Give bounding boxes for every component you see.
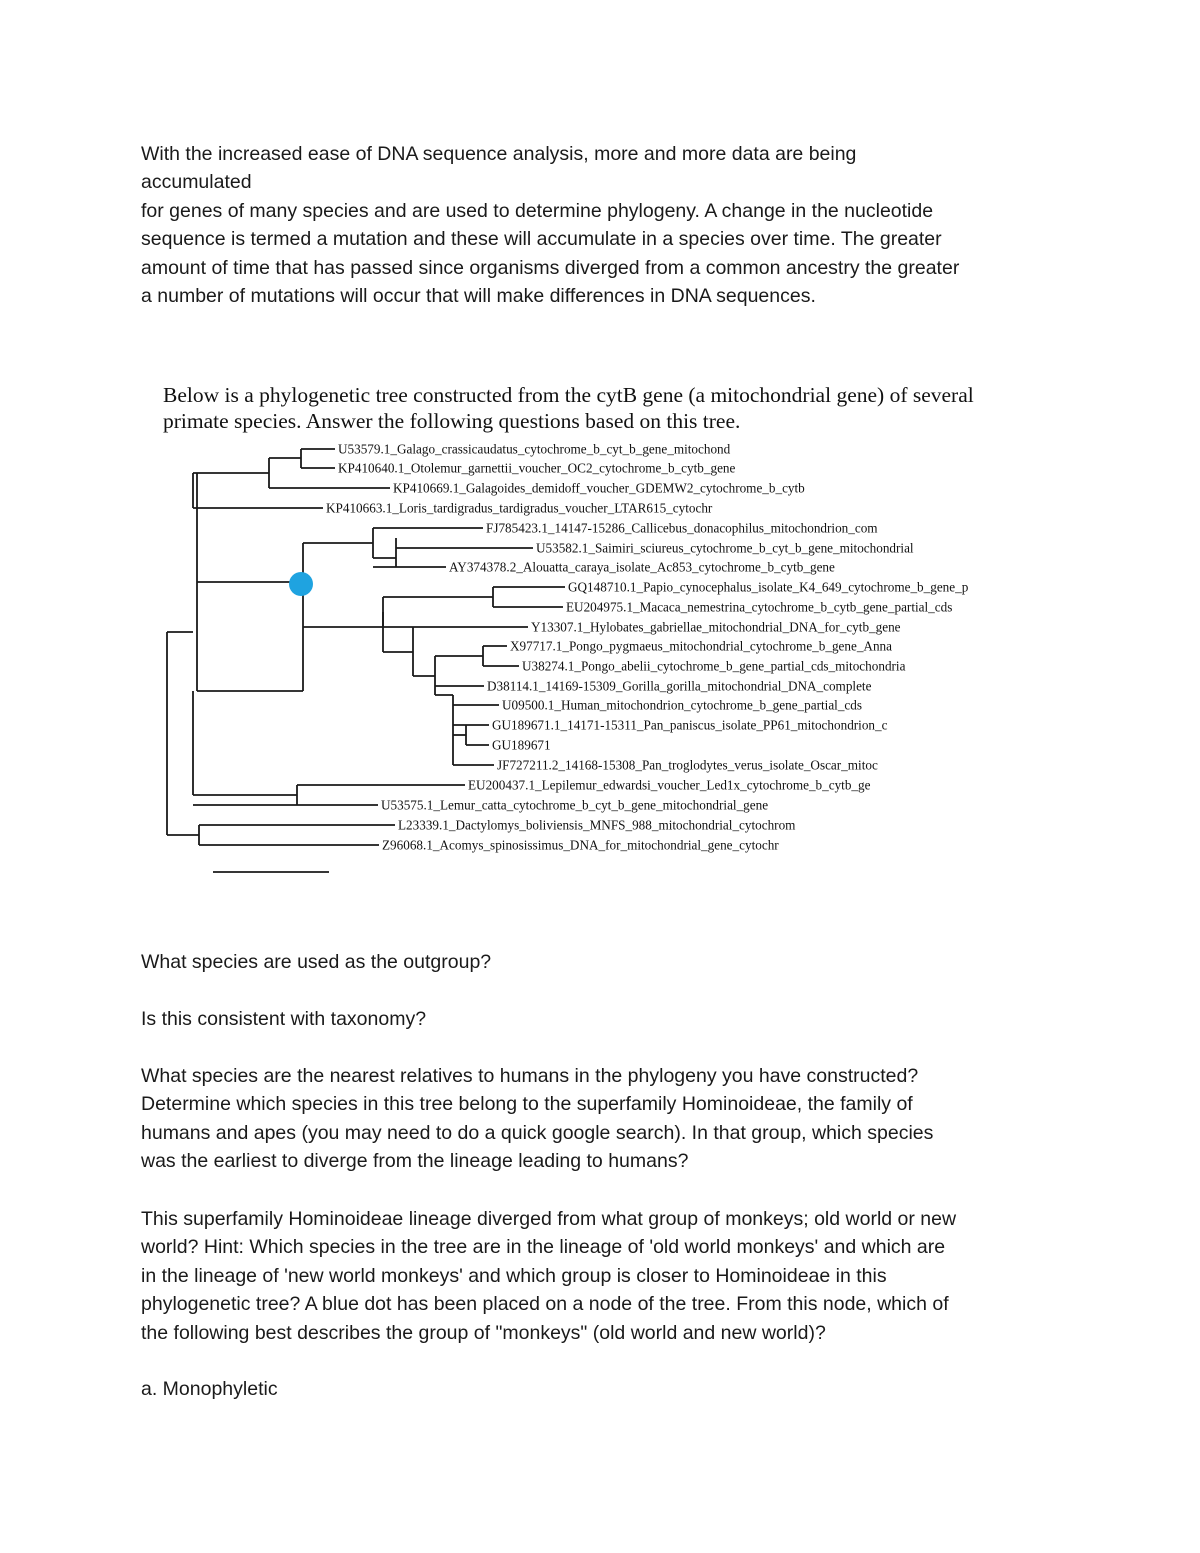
leaf-label: U53579.1_Galago_crassicaudatus_cytochrome_b_cyt_b_gene_mitochond [338,441,731,457]
leaf-label: U53582.1_Saimiri_sciureus_cytochrome_b_cyt_b_gene_mitochondrial [536,540,914,556]
leaf-label: GU189671 [492,737,551,753]
leaf-label: KP410669.1_Galagoides_demidoff_voucher_GDEMW2_cytochrome_b_cytb [393,480,805,496]
question-outgroup [141,948,1061,976]
intro-line: With the increased ease of DNA sequence analysis, more and more data are being [141,143,857,165]
leaf-label: AY374378.2_Alouatta_caraya_isolate_Ac853_cytochrome_b_cytb_gene [449,559,835,575]
leaf-label: GQ148710.1_Papio_cynocephalus_isolate_K4_649_cytochrome_b_gene_p [568,579,969,595]
phylogenetic-tree [163,382,1063,882]
leaf-label: GU189671.1_14171-15311_Pan_paniscus_isolate_PP61_mitochondrion_c [492,717,888,733]
leaf-label: EU204975.1_Macaca_nemestrina_cytochrome_b_cytb_gene_partial_cds [566,599,953,615]
leaf-label: JF727211.2_14168-15308_Pan_troglodytes_verus_isolate_Oscar_mitoc [497,757,878,773]
leaf-label: Y13307.1_Hylobates_gabriellae_mitochondrial_DNA_for_cytb_gene [531,619,901,635]
leaf-label: Z96068.1_Acomys_spinosissimus_DNA_for_mitochondrial_gene_cytochr [382,837,779,853]
intro-paragraph [141,140,1061,310]
question-text: What species are used as the outgroup? [141,951,492,973]
leaf-label: U09500.1_Human_mitochondrion_cytochrome_b_gene_partial_cds [502,697,863,713]
intro-line: accumulated [141,171,252,194]
question-line: phylogenetic tree? A blue dot has been placed on a node of the tree. From this node, which of [141,1293,949,1316]
intro-line: a number of mutations will occur that will make differences in DNA sequences. [141,285,816,308]
question-line: world? Hint: Which species in the tree are in the lineage of 'old world monkeys' and which are [141,1236,946,1259]
intro-line: amount of time that has passed since organisms diverged from a common ancestry the greater [141,256,960,279]
question-line: humans and apes (you may need to do a quick google search). In that group, which species [141,1121,934,1144]
question-line: Determine which species in this tree belong to the superfamily Hominoideae, the family of [141,1093,913,1116]
leaf-label: EU200437.1_Lepilemur_edwardsi_voucher_Led1x_cytochrome_b_cytb_ge [468,777,871,793]
question-line: was the earliest to diverge from the lineage leading to humans? [141,1150,689,1173]
leaf-label: FJ785423.1_14147-15286_Callicebus_donacophilus_mitochondrion_com [486,520,878,536]
answer-option-a [141,1375,1061,1403]
question-line: This superfamily Hominoideae lineage diverged from what group of monkeys; old world or new [141,1208,957,1230]
option-text: a. Monophyletic [141,1378,278,1400]
question-line: What species are the nearest relatives to humans in the phylogeny you have constructed? [141,1065,919,1087]
leaf-label: KP410663.1_Loris_tardigradus_tardigradus_voucher_LTAR615_cytochr [326,500,713,516]
caption-line: primate species. Answer the following questions based on this tree. [163,409,741,433]
leaf-label: U38274.1_Pongo_abelii_cytochrome_b_gene_partial_cds_mitochondria [522,658,906,674]
question-nearest-relatives [141,1062,1061,1176]
leaf-label: D38114.1_14169-15309_Gorilla_gorilla_mitochondrial_DNA_complete [487,678,872,694]
intro-line: for genes of many species and are used to determine phylogeny. A change in the nucleotide [141,199,934,222]
question-text: Is this consistent with taxonomy? [141,1008,427,1030]
question-line: the following best describes the group of "monkeys" (old world and new world)? [141,1321,826,1344]
blue-node-dot [289,572,313,596]
leaf-label: L23339.1_Dactylomys_boliviensis_MNFS_988_mitochondrial_cytochrom [398,817,796,833]
question-taxonomy [141,1005,1061,1033]
leaf-label: KP410640.1_Otolemur_garnettii_voucher_OC2_cytochrome_b_cytb_gene [338,460,736,476]
intro-line: sequence is termed a mutation and these will accumulate in a species over time. The greater [141,228,942,251]
leaf-label: X97717.1_Pongo_pygmaeus_mitochondrial_cytochrome_b_gene_Anna [510,638,892,654]
question-line: in the lineage of 'new world monkeys' and which group is closer to Hominoideae in this [141,1264,887,1287]
question-monkey-group [141,1205,1061,1347]
phylogenetic-tree-figure [163,382,1063,882]
caption-line: Below is a phylogenetic tree constructed from the cytB gene (a mitochondrial gene) of several [163,383,974,407]
leaf-label: U53575.1_Lemur_catta_cytochrome_b_cyt_b_gene_mitochondrial_gene [381,797,769,813]
